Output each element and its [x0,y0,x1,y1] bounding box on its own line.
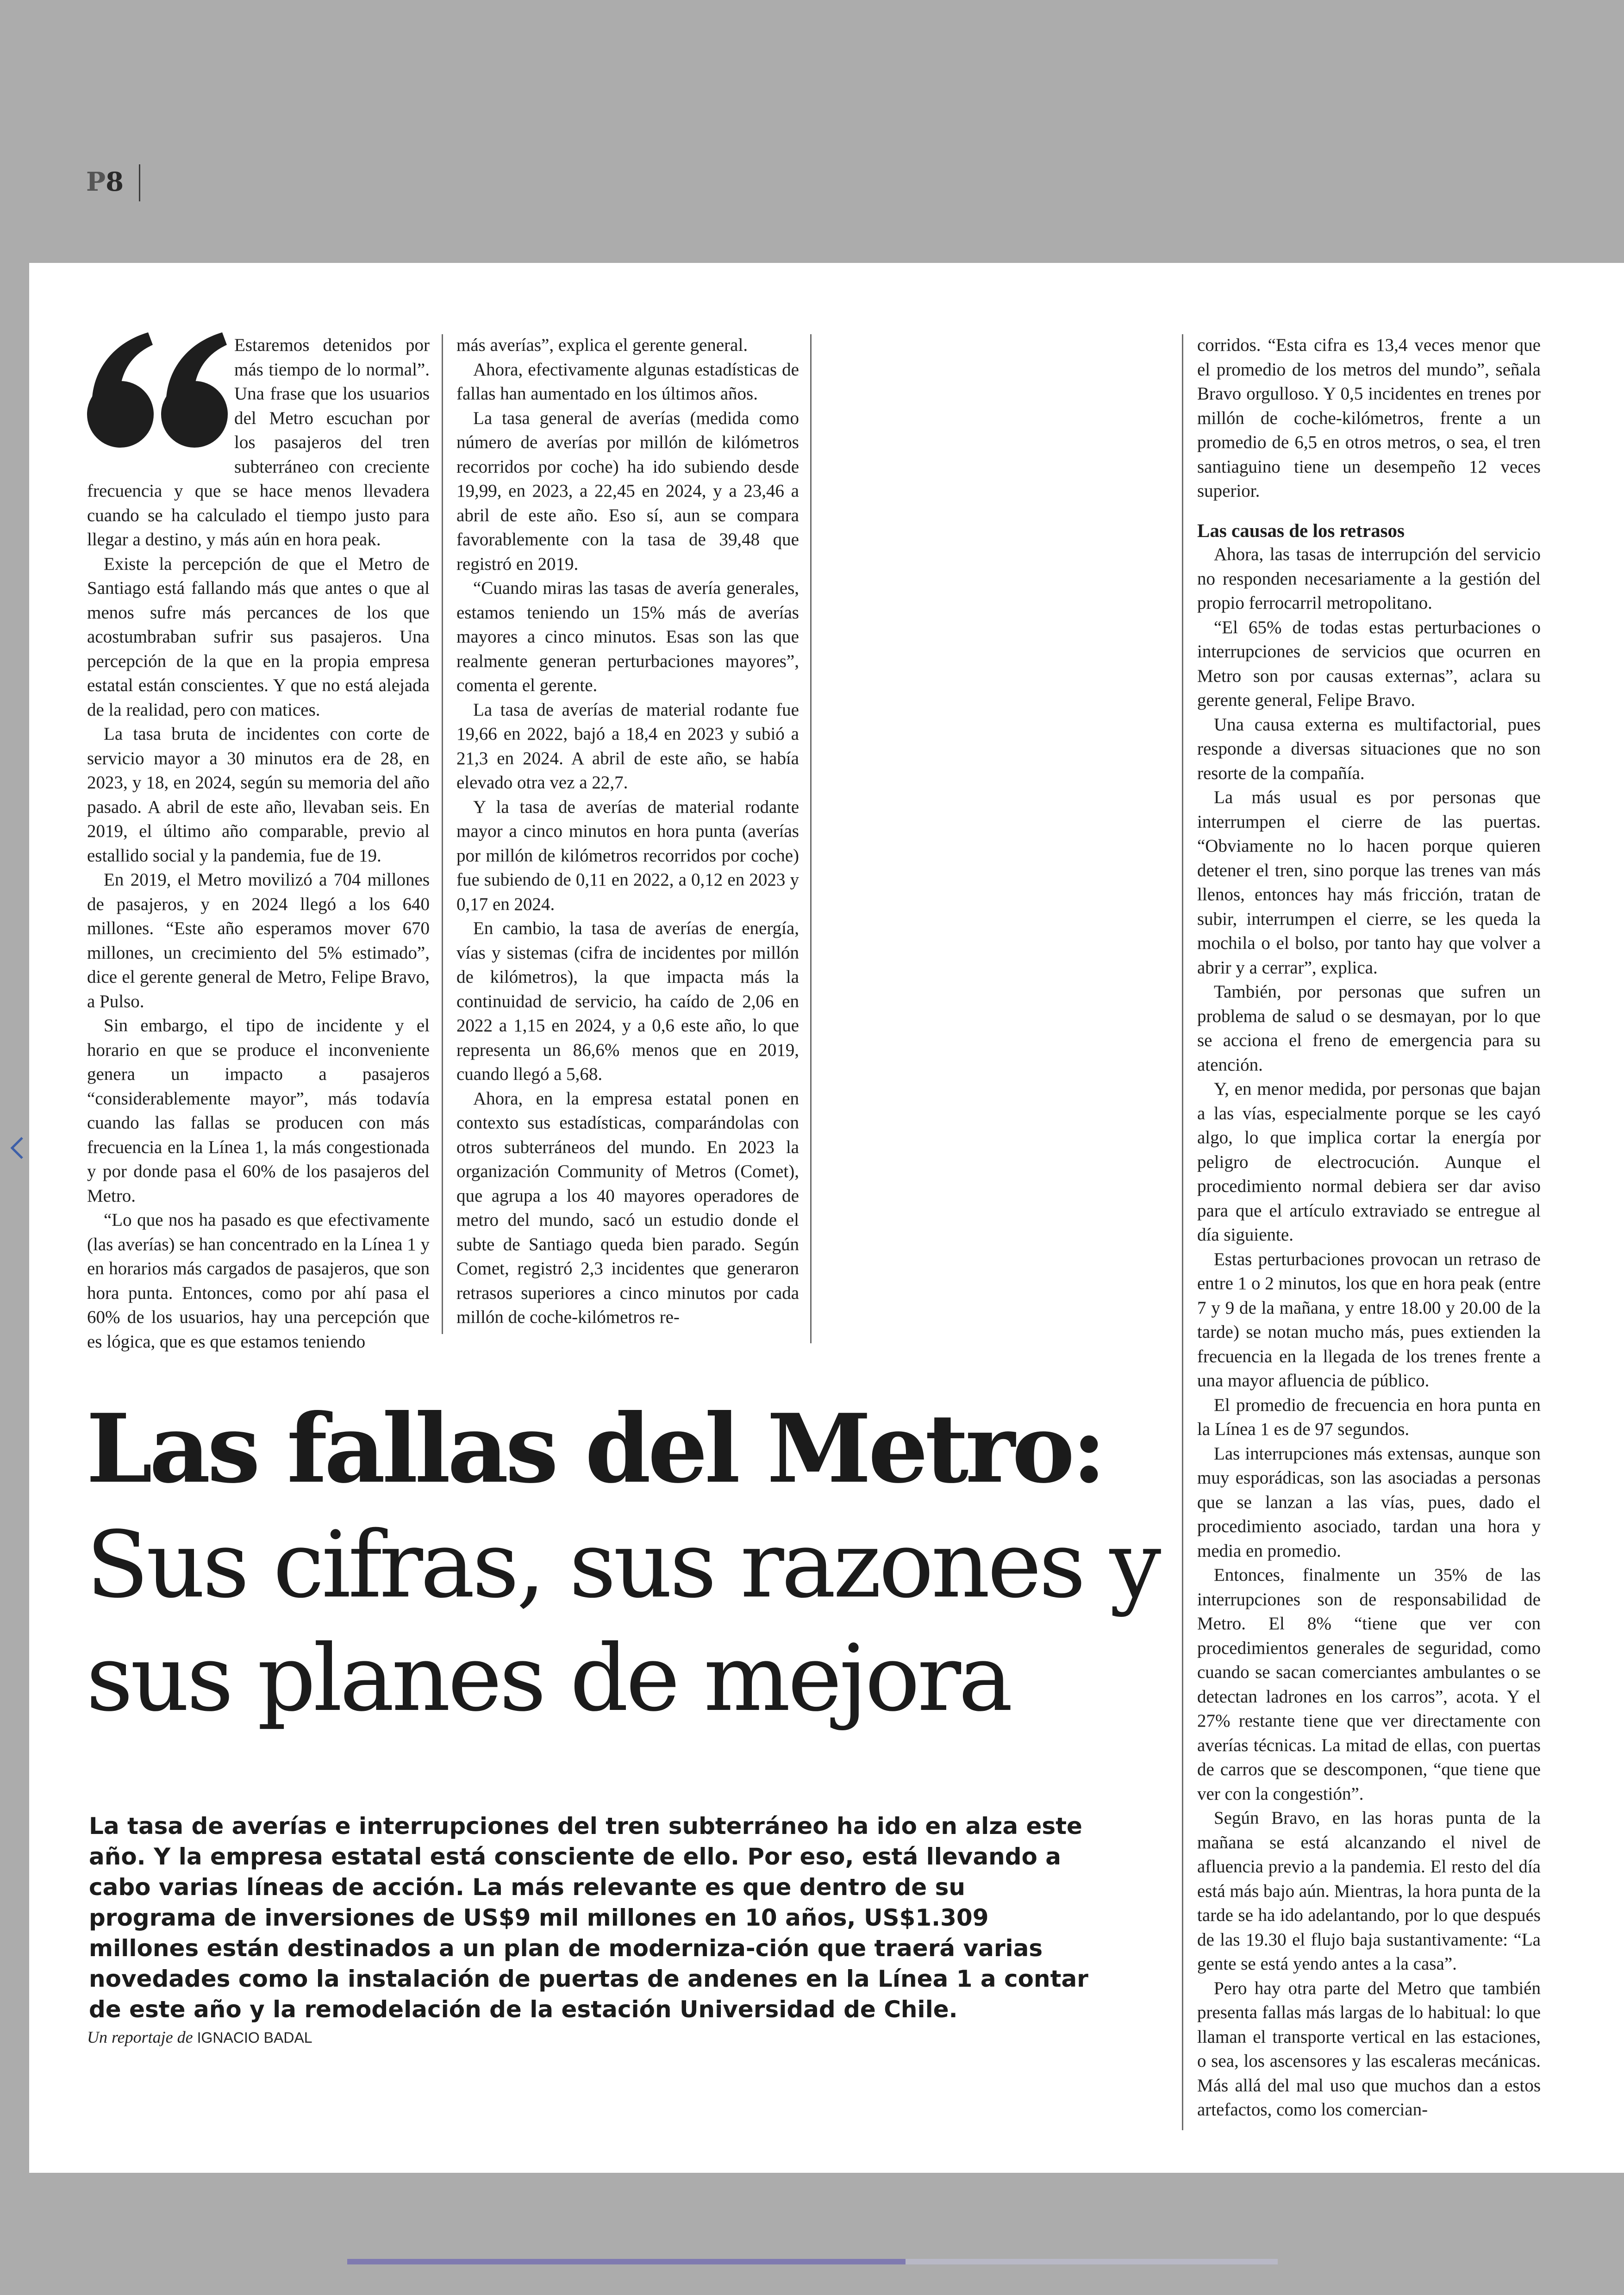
article-column-2 [456,333,799,1330]
paragraph: Pero hay otra parte del Metro que también presenta fallas más largas de lo habitual: lo que llaman el transporte vertical en las estaciones, o sea, los ascensores y las escaleras mecánicas. Más allá del mal uso que muchos dan a estos artefactos, como los comercian- [1197,1978,1541,2120]
page-prefix: P [86,167,106,197]
paragraph: “El 65% de todas estas perturbaciones o interrupciones de servicios que ocurren en Metro son por causas externas”, aclara su gerente general, Felipe Bravo. [1197,617,1541,710]
column-rule [442,334,443,1334]
paragraph: También, por personas que sufren un problema de salud o se desmayan, por lo que se acciona el freno de emergencia para su atención. [1197,982,1541,1075]
paragraph: La más usual es por personas que interrumpen el cierre de las puertas. “Obviamente no lo hacen porque quieren detener el tren, sino porque las trenes van más llenos, entonces hay más fricción, tratan de subir, interrumpen el cierre, se les queda la mochila o el bolso, por tanto hay que volver a abrir y a cerrar”, explica. [1197,787,1541,978]
paragraph: corridos. “Esta cifra es 13,4 veces menor que el promedio de los metros del mundo”, señala Bravo orgulloso. Y 0,5 incidentes en trenes por millón de coche-kilómetros, frente a un promedio de 6,5 en otros metros, o sea, el tren santiaguino tiene un desempeño 12 veces superior. [1197,335,1541,501]
byline-author: IGNACIO BADAL [197,2029,312,2046]
paragraph: Sin embargo, el tipo de incidente y el horario en que se produce el inconveniente genera un impacto a pasajeros “considerablemente mayor”, más todavía cuando las fallas se producen con más frecuencia en la Línea 1, la más congestionada y por donde pasa el 60% de los pasajeros del Metro. [87,1016,430,1206]
paragraph: Estas perturbaciones provocan un retraso de entre 1 o 2 minutos, los que en hora peak (entre 7 y 9 de la mañana, y entre 18.00 y 20.00 de la tarde) se notan mucho más, pues extienden la frecuencia en la llegada de los trenes frente a una mayor afluencia de público. [1197,1249,1541,1391]
paragraph: La tasa bruta de incidentes con corte de servicio mayor a 30 minutos era de 28, en 2023, y 18, en 2024, según su memoria del año pasado. A abril de este año, llevaban seis. En 2019, el último año comparable, previo al estallido social y la pandemia, fue de 19. [87,724,430,866]
quote-space [87,333,234,472]
paragraph: “Lo que nos ha pasado es que efectivamente (las averías) se han concentrado en la Línea 1 y en horarios más cargados de pasajeros, que son hora punta. Entonces, como por ahí pasa el 60% de los usuarios, hay una percepción que es lógica, que es que estamos teniendo [87,1210,430,1352]
paragraph: Ahora, efectivamente algunas estadísticas de fallas han aumentado en los últimos años. [456,359,799,404]
paragraph: Entonces, finalmente un 35% de las interrupciones son de responsabilidad de Metro. El 8% “tiene que ver con procedimientos generales de seguridad, como cuando se sacan comerciantes ambulantes o se detectan ladrones en los carros”, acota. Y el 27% restante tiene que ver directamente con averías técnicas. La mitad de ellas, con puertas de carros que se descomponen, “que tiene que ver con la congestión”. [1197,1565,1541,1804]
paragraph: Ahora, en la empresa estatal ponen en contexto sus estadísticas, comparándolas con otros subterráneos del mundo. En 2023 la organización Community of Metros (Comet), que agrupa a los 40 mayores operadores de metro del mundo, sacó un estudio donde el subte de Santiago queda bien parado. Según Comet, registró 2,3 incidentes que generaron retrasos superiores a cinco minutos por cada millón de coche-kilómetros re- [456,1088,799,1327]
paragraph: En cambio, la tasa de averías de energía, vías y sistemas (cifra de incidentes por millón de kilómetros), la que impacta más la continuidad de servicio, ha caído de 2,06 en 2022 a 1,15 en 2024, y a 0,6 este año, lo que representa un 86,6% menos que en 2019, cuando llegó a 5,68. [456,918,799,1084]
paragraph: Según Bravo, en las horas punta de la mañana se está alcanzando el nivel de afluencia previo a la pandemia. El resto del día está más bajo aún. Mientras, la hora punta de la tarde se ha ido adelantando, por lo que después de las 19.30 el flujo baja sustantivamente: “La gente se está yendo antes a la casa”. [1197,1808,1541,1974]
paragraph: La tasa de averías de material rodante fue 19,66 en 2022, bajó a 18,4 en 2023 y subió a 21,3 en 2024. A abril de este año, se había elevado otra vez a 22,7. [456,699,799,792]
paragraph: más averías”, explica el gerente general. [456,335,748,355]
column-rule [1182,334,1183,2130]
byline-prefix: Un reportaje de [87,2028,193,2046]
headline: Las fallas del Metro: [86,1393,1104,1504]
paragraph: Las interrupciones más extensas, aunque son muy esporádicas, son las asociadas a personas que se lanzan a las vías, pues, dado el procedimiento asociado, tardan una hora y media en promedio. [1197,1443,1541,1561]
byline [87,2027,312,2047]
paragraph: Y, en menor medida, por personas que bajan a las vías, especialmente porque se les cayó algo, lo que implica cortar la energía por peligro de electrocución. Aunque el procedimiento normal debiera ser dar aviso para que el artículo extraviado se entregue al día siguiente. [1197,1079,1541,1245]
reading-progress-fill [347,2259,906,2264]
paragraph: Ahora, las tasas de interrupción del servicio no responden necesariamente a la gestión del propio ferrocarril metropolitano. [1197,544,1541,613]
paragraph: Estaremos detenidos por más tiempo de lo normal”. Una frase que los usuarios del Metro escuchan por los pasajeros del tren subterráneo con creciente frecuencia y que se hace menos llevadera cuando se ha calculado el tiempo justo para llegar a destino, y más aún en hora peak. [87,335,430,549]
headline-subtitle: Sus cifras, sus razones y sus planes de mejora [86,1511,1159,1732]
page-number-value: 8 [106,167,124,197]
paragraph: El promedio de frecuencia en hora punta en la Línea 1 es de 97 segundos. [1197,1395,1541,1439]
reading-progress-bar[interactable] [347,2259,1278,2264]
paragraph: La tasa general de averías (medida como número de averías por millón de kilómetros recorridos por coche) ha ido subiendo desde 19,99, en 2023, a 22,45 en 2024, y a 23,46 a abril de este año. Eso sí, aun se compara favorablemente con la tasa de 39,48 que registró en 2019. [456,408,799,574]
lead-paragraph: La tasa de averías e interrupciones del tren subterráneo ha ido en alza este año. Y la empresa estatal está consciente de ello. Por eso, está llevando a cabo varias líneas de acción. La más relevante es que dentro de su programa de inversiones de US$9 mil millones en 10 años, US$1.309 millones están destinados a un plan de moderniza-ción que traerá varias novedades como la instalación de puertas de andenes en la Línea 1 a contar de este año y la remodelación de la estación Universidad de Chile. [89,1813,1088,2023]
column-rule [810,334,812,1343]
paragraph: “Cuando miras las tasas de avería generales, estamos teniendo un 15% más de averías mayores a cinco minutos. Esas son las que realmente generan perturbaciones mayores”, comenta el gerente. [456,578,799,695]
paragraph: Y la tasa de averías de material rodante mayor a cinco minutos en hora punta (averías por millón de kilómetros recorridos por coche) fue subiendo de 0,11 en 2022, a 0,12 en 2023 y 0,17 en 2024. [456,797,799,914]
prev-page-button[interactable] [6,1134,27,1162]
chevron-left-icon [6,1134,27,1162]
article-column-1 [87,333,430,1354]
section-subhead: Las causas de los retrasos [1197,519,1405,541]
page-number [86,167,124,197]
paragraph: Una causa externa es multifactorial, pues responde a diversas situaciones que no son resorte de la compañía. [1197,714,1541,783]
paragraph: Existe la percepción de que el Metro de Santiago está fallando más que antes o que al menos sufre más percances de los que acostumbraban sufrir sus pasajeros. Una percepción de la que en la propia empresa estatal están conscientes. Y que no está alejada de la realidad, pero con matices. [87,554,430,720]
article-column-3 [1197,333,1541,2122]
paragraph: En 2019, el Metro movilizó a 704 millones de pasajeros, y en 2024 llegó a los 640 millones. “Este año esperamos mover 670 millones, un crecimiento del 5% estimado”, dice el gerente general de Metro, Felipe Bravo, a Pulso. [87,870,430,1011]
page-number-divider [139,164,140,201]
